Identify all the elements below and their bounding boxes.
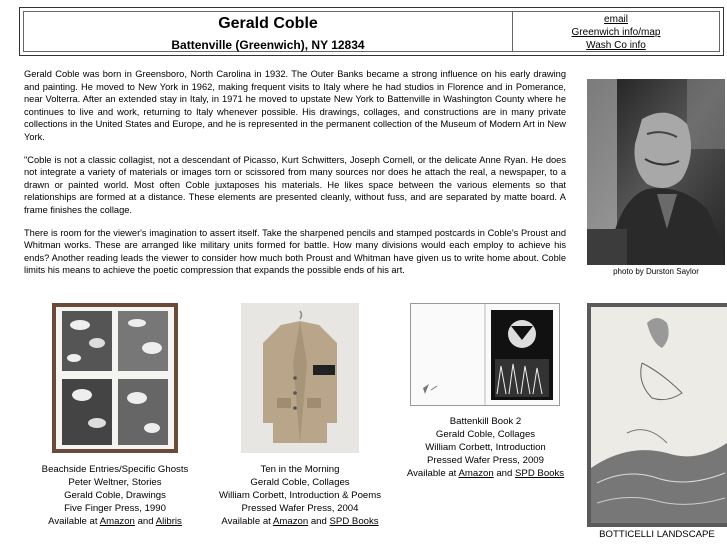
work-line: Pressed Wafer Press, 2009	[427, 455, 544, 466]
bio-paragraph: Gerald Coble was born in Greensboro, North Carolina in 1932. The Outer Banks became a strong influence on his early drawing and painting. He moved to New York in 1962, making frequent visits to Italy where he had studios in Florence and in Pomerance, near Volterra. After an extended stay in Italy, in 1971 he moved to upstate New York to Battenville in Washington County where he continues to live and work, returning to Italy whenever possible. His drawings, collages, and constructions are in many private collections in the United States and Europe, and he is represented in the permanent collection of the Museum of Modern Art in New York.	[24, 69, 566, 142]
bio-paragraph: There is room for the viewer's imagination to assert itself. Take the sharpened pencils and stamped postcards in Coble's Proust and Whitman works. These are arranged like military units formed for battle. How many divisions would each employ to achieve his ends? Another reading leads the viewer to consider how much both Proust and Whitman have given us to write home about. Coble limits his means to achieve the poetic compression that expands the possible ends of his art.	[24, 227, 566, 276]
and-text: and	[310, 516, 327, 527]
work-line: Gerald Coble, Collages	[435, 429, 536, 440]
bio-paragraph: "Coble is not a classic collagist, not a descendant of Picasso, Kurt Schwitters, Joseph Cornell, or the delicate Anne Ryan. He does not integrate a variety of materials or images torn or scissored from many sources nor does he attach the real, a newspaper, to a drawn or painted world. Most often Coble juxtaposes his materials. He likes space between the various elements so that relationships are formed at a distance. These elements are presented cleanly, without fuss, and are separated by matte board. A frame finishes the collage.	[24, 154, 566, 215]
beachside-entries-cover[interactable]	[52, 303, 178, 453]
work-beachside-info	[30, 463, 200, 528]
availability-prefix: Available at	[48, 516, 98, 527]
email-link[interactable]: email	[604, 14, 628, 25]
bio-text	[24, 68, 566, 287]
ten-in-the-morning-cover[interactable]	[241, 303, 359, 453]
amazon-link[interactable]: Amazon	[272, 516, 309, 527]
page-subtitle: Battenville (Greenwich), NY 12834	[171, 38, 365, 52]
artist-portrait-photo	[587, 79, 725, 265]
header-links	[513, 12, 719, 51]
book-artwork	[411, 304, 559, 405]
greenwich-info-link[interactable]: Greenwich info/map	[571, 27, 661, 38]
wash-co-info-link[interactable]: Wash Co info	[586, 40, 646, 51]
amazon-link[interactable]: Amazon	[99, 516, 135, 527]
header-box	[19, 7, 724, 56]
battenkill-book-cover[interactable]	[410, 303, 560, 406]
work-line: William Corbett, Introduction	[425, 442, 546, 453]
availability-prefix: Available at	[406, 468, 457, 479]
work-ten-morning-info	[210, 463, 390, 528]
work-line: William Corbett, Introduction & Poems	[218, 490, 382, 501]
landscape-artwork	[587, 303, 727, 527]
work-line: Gerald Coble, Drawings	[64, 490, 166, 501]
work-title: Ten in the Morning	[260, 464, 340, 475]
and-text: and	[496, 468, 513, 479]
spd-books-link[interactable]: SPD Books	[515, 468, 565, 479]
work-title: Battenkill Book 2	[449, 416, 522, 427]
portrait-image	[587, 79, 725, 265]
header-title-cell	[24, 12, 513, 51]
beachside-artwork	[52, 303, 178, 453]
work-line: Pressed Wafer Press, 2004	[241, 503, 359, 514]
photo-credit: photo by Durston Saylor	[613, 267, 699, 276]
spd-books-link[interactable]: SPD Books	[329, 516, 379, 527]
page-title: Gerald Coble	[218, 15, 318, 32]
work-line: Five Finger Press, 1990	[64, 503, 166, 514]
work-line: Peter Weltner, Stories	[68, 477, 162, 488]
and-text: and	[137, 516, 154, 527]
work-line: Gerald Coble, Collages	[250, 477, 350, 488]
availability-line	[398, 467, 573, 480]
amazon-link[interactable]: Amazon	[458, 468, 494, 479]
availability-line	[30, 515, 200, 528]
coat-artwork	[241, 303, 359, 453]
botticelli-landscape-image[interactable]	[587, 303, 727, 527]
work-title: Beachside Entries/Specific Ghosts	[41, 464, 189, 475]
header-inner	[23, 11, 720, 52]
availability-prefix: Available at	[221, 516, 271, 527]
botticelli-title: BOTTICELLI LANDSCAPE	[599, 529, 715, 540]
alibris-link[interactable]: Alibris	[155, 516, 182, 527]
availability-line	[210, 515, 390, 528]
work-battenkill-info	[398, 415, 573, 480]
